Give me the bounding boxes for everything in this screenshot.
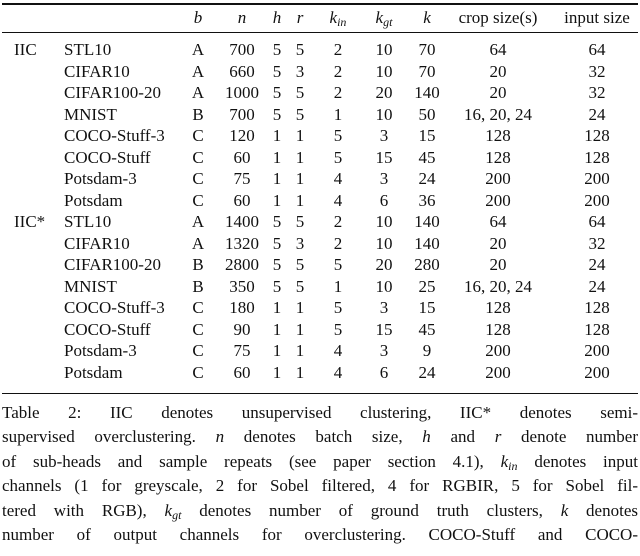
cell-k-in: 2 — [333, 233, 343, 253]
cell-k: 140 — [414, 233, 440, 253]
cell-n: 75 — [233, 341, 251, 360]
cell-input-size: 200 — [584, 169, 610, 188]
top-rule — [2, 3, 638, 5]
cell-h: 5 — [272, 233, 282, 253]
caption-text: denotes batch size, — [224, 427, 423, 447]
cell-r: 1 — [295, 341, 305, 360]
caption-math — [501, 452, 518, 471]
cell-input-size: 128 — [584, 126, 610, 145]
cell-n: 1000 — [225, 83, 259, 102]
cell-n: 2800 — [225, 255, 259, 274]
header-k-gt — [376, 8, 393, 28]
math-symbol: k — [500, 451, 509, 471]
caption-text: and — [430, 427, 495, 447]
cell-r: 5 — [295, 255, 305, 274]
cell-k-in: 4 — [333, 190, 343, 210]
cell-h: 1 — [272, 147, 282, 167]
cell-dataset: CIFAR10 — [64, 233, 130, 253]
cell-crop-size: 20 — [489, 255, 507, 274]
cell-k-in: 5 — [333, 319, 343, 339]
cell-b: C — [192, 126, 204, 145]
cell-crop-size: 200 — [485, 190, 511, 210]
cell-dataset: CIFAR100-20 — [64, 255, 161, 274]
header-crop-size: crop size(s) — [458, 8, 538, 27]
caption-text: denotes number of ground truth clusters, — [181, 500, 561, 520]
cell-dataset: CIFAR10 — [64, 61, 130, 81]
cell-n: 90 — [233, 319, 251, 339]
cell-k-gt: 10 — [375, 104, 393, 124]
cell-b: C — [192, 169, 204, 188]
cell-dataset: Potsdam — [64, 362, 123, 382]
cell-k: 36 — [418, 190, 436, 210]
cell-dataset: COCO-Stuff — [64, 319, 151, 339]
caption-math — [422, 427, 431, 446]
cell-r: 5 — [295, 83, 305, 102]
cell-n: 60 — [233, 190, 251, 210]
cell-dataset: CIFAR100-20 — [64, 83, 161, 102]
cell-dataset: STL10 — [64, 212, 112, 231]
cell-k-gt: 10 — [375, 276, 393, 296]
cell-b: A — [191, 212, 205, 231]
cell-k-in: 2 — [333, 61, 343, 81]
cell-k: 140 — [414, 212, 440, 231]
cell-input-size: 200 — [584, 341, 610, 360]
caption-text: denotes — [568, 500, 638, 520]
cell-k: 45 — [418, 147, 436, 167]
caption-line — [2, 450, 638, 474]
cell-b: A — [191, 40, 205, 59]
cell-r: 1 — [295, 319, 305, 339]
cell-r: 1 — [295, 362, 305, 382]
cell-n: 700 — [229, 40, 255, 59]
math-subscript: gt — [172, 507, 182, 522]
cell-dataset: Potsdam-3 — [64, 169, 137, 188]
cell-n: 60 — [233, 147, 251, 167]
cell-k: 24 — [418, 362, 436, 382]
cell-input-size: 64 — [588, 212, 606, 231]
math-symbol: h — [422, 427, 431, 447]
cell-k-gt: 20 — [375, 83, 393, 102]
cell-input-size: 200 — [584, 362, 610, 382]
cell-k-in: 5 — [333, 255, 343, 274]
cell-r: 1 — [295, 126, 305, 145]
cell-h: 5 — [272, 83, 282, 102]
cell-crop-size: 200 — [485, 169, 511, 188]
cell-b: B — [192, 255, 204, 274]
caption-line — [2, 523, 638, 547]
cell-h: 5 — [272, 61, 282, 81]
cell-b: A — [191, 61, 205, 81]
caption-math — [165, 501, 182, 520]
cell-input-size: 24 — [588, 255, 606, 274]
cell-k-gt: 20 — [375, 255, 393, 274]
cell-k-in: 5 — [333, 298, 343, 317]
cell-input-size: 24 — [588, 104, 606, 124]
math-symbol: n — [215, 427, 225, 447]
cell-b: C — [192, 298, 204, 317]
cell-h: 1 — [272, 126, 282, 145]
cell-h: 5 — [272, 40, 282, 59]
caption-text: denotes input — [517, 451, 638, 471]
cell-k: 25 — [418, 276, 436, 296]
cell-crop-size: 200 — [485, 362, 511, 382]
cell-k-gt: 3 — [379, 298, 389, 317]
cell-k-gt: 6 — [379, 190, 389, 210]
cell-k: 15 — [418, 126, 436, 145]
cell-k-in: 2 — [333, 212, 343, 231]
caption-text: Table 2: IIC denotes unsupervised clustering, IIC* denotes semi- — [2, 403, 638, 422]
cell-n: 75 — [233, 169, 251, 188]
cell-dataset: COCO-Stuff — [64, 147, 151, 167]
cell-k-in: 2 — [333, 83, 343, 102]
cell-dataset: Potsdam — [64, 190, 123, 210]
cell-input-size: 32 — [588, 233, 606, 253]
cell-h: 5 — [272, 276, 282, 296]
cell-k-gt: 3 — [379, 126, 389, 145]
header-k-in-sub: in — [337, 15, 347, 29]
cell-dataset: MNIST — [64, 276, 117, 296]
cell-dataset: STL10 — [64, 40, 112, 59]
cell-r: 5 — [295, 276, 305, 296]
cell-dataset: MNIST — [64, 104, 117, 124]
cell-input-size: 32 — [588, 83, 606, 102]
cell-input-size: 128 — [584, 319, 610, 339]
caption-text: supervised overclustering. — [2, 427, 216, 447]
group-label: IIC* — [14, 212, 46, 231]
bottom-rule — [2, 393, 638, 394]
cell-k: 280 — [414, 255, 440, 274]
cell-crop-size: 128 — [485, 126, 511, 145]
cell-b: C — [192, 190, 204, 210]
cell-n: 1320 — [225, 233, 259, 253]
cell-k: 140 — [414, 83, 440, 102]
header-h: h — [272, 8, 282, 27]
cell-r: 5 — [295, 212, 305, 231]
cell-k-gt: 10 — [375, 61, 393, 81]
cell-h: 5 — [272, 255, 282, 274]
header-input-size: input size — [564, 8, 630, 27]
cell-r: 1 — [295, 147, 305, 167]
cell-r: 3 — [295, 61, 305, 81]
cell-dataset: Potsdam-3 — [64, 341, 137, 360]
cell-n: 180 — [229, 298, 255, 317]
cell-n: 120 — [229, 126, 255, 145]
cell-n: 660 — [229, 61, 255, 81]
cell-crop-size: 20 — [489, 233, 507, 253]
cell-r: 1 — [295, 298, 305, 317]
cell-n: 700 — [229, 104, 255, 124]
cell-b: B — [192, 276, 204, 296]
cell-k-in: 5 — [333, 147, 343, 167]
cell-k: 70 — [418, 61, 436, 81]
cell-k-gt: 10 — [375, 40, 393, 59]
cell-r: 3 — [295, 233, 305, 253]
cell-k-in: 4 — [333, 341, 343, 360]
cell-input-size: 32 — [588, 61, 606, 81]
cell-crop-size: 200 — [485, 341, 511, 360]
cell-k-gt: 6 — [379, 362, 389, 382]
header-k-gt-base: k — [375, 8, 384, 27]
cell-h: 1 — [272, 362, 282, 382]
cell-k-in: 1 — [333, 104, 343, 124]
cell-k: 9 — [422, 341, 432, 360]
cell-k-in: 5 — [333, 126, 343, 145]
cell-n: 1400 — [225, 212, 259, 231]
cell-k: 45 — [418, 319, 436, 339]
cell-r: 5 — [295, 104, 305, 124]
cell-b: C — [192, 147, 204, 167]
header-rule — [2, 32, 638, 33]
cell-r: 5 — [295, 40, 305, 59]
header-n: n — [237, 8, 247, 27]
header-k-gt-sub: gt — [383, 15, 393, 29]
caption-text: of sub-heads and sample repeats (see paper section 4.1), — [2, 451, 501, 471]
cell-crop-size: 16, 20, 24 — [464, 104, 532, 124]
cell-input-size: 64 — [588, 40, 606, 59]
cell-k: 15 — [418, 298, 436, 317]
caption-text: tered with RGB), — [2, 500, 165, 520]
caption-line — [2, 499, 638, 523]
cell-b: C — [192, 319, 204, 339]
group-label: IIC — [14, 40, 37, 59]
cell-r: 1 — [295, 169, 305, 188]
cell-h: 1 — [272, 298, 282, 317]
caption-text: channels (1 for greyscale, 2 for Sobel filtered, 4 for RGBIR, 5 for Sobel fil- — [2, 476, 638, 496]
header-b: b — [193, 8, 203, 27]
cell-k-gt: 3 — [379, 341, 389, 360]
cell-input-size: 128 — [584, 298, 610, 317]
cell-input-size: 200 — [584, 190, 610, 210]
cell-k-in: 1 — [333, 276, 343, 296]
cell-k-in: 2 — [333, 40, 343, 59]
cell-h: 1 — [272, 169, 282, 188]
cell-b: C — [192, 341, 204, 360]
header-r: r — [296, 8, 304, 27]
cell-b: A — [191, 83, 205, 102]
cell-k: 70 — [418, 40, 436, 59]
caption-line — [2, 425, 638, 449]
caption-text: denote number — [501, 427, 638, 447]
caption-math — [216, 427, 225, 446]
cell-k-gt: 10 — [375, 233, 393, 253]
cell-k-gt: 3 — [379, 169, 389, 188]
cell-input-size: 128 — [584, 147, 610, 167]
cell-b: A — [191, 233, 205, 253]
math-symbol: k — [164, 500, 173, 520]
math-symbol: k — [560, 500, 569, 520]
cell-k: 50 — [418, 104, 436, 124]
cell-crop-size: 16, 20, 24 — [464, 276, 532, 296]
caption-line — [2, 401, 638, 425]
cell-h: 5 — [272, 104, 282, 124]
header-k-in-base: k — [329, 8, 338, 27]
math-symbol: r — [494, 427, 502, 447]
cell-crop-size: 20 — [489, 61, 507, 81]
cell-b: B — [192, 104, 204, 124]
cell-crop-size: 64 — [489, 40, 507, 59]
math-subscript: in — [508, 458, 518, 473]
header-k: k — [423, 8, 431, 27]
cell-dataset: COCO-Stuff-3 — [64, 126, 165, 145]
cell-k-gt: 15 — [375, 319, 393, 339]
cell-k-gt: 10 — [375, 212, 393, 231]
cell-crop-size: 64 — [489, 212, 507, 231]
cell-crop-size: 128 — [485, 319, 511, 339]
cell-h: 1 — [272, 341, 282, 360]
cell-input-size: 24 — [588, 276, 606, 296]
cell-crop-size: 20 — [489, 83, 507, 102]
cell-h: 1 — [272, 319, 282, 339]
cell-crop-size: 128 — [485, 147, 511, 167]
cell-h: 5 — [272, 212, 282, 231]
header-k-in — [330, 8, 347, 28]
cell-k: 24 — [418, 169, 436, 188]
caption-text: number of output channels for overclustering. COCO-Stuff and COCO- — [2, 525, 638, 544]
cell-n: 60 — [233, 362, 251, 382]
cell-k-gt: 15 — [375, 147, 393, 167]
cell-k-in: 4 — [333, 169, 343, 188]
caption-line — [2, 474, 638, 498]
cell-crop-size: 128 — [485, 298, 511, 317]
cell-n: 350 — [229, 276, 255, 296]
cell-k-in: 4 — [333, 362, 343, 382]
cell-dataset: COCO-Stuff-3 — [64, 298, 165, 317]
cell-h: 1 — [272, 190, 282, 210]
cell-b: C — [192, 362, 204, 382]
cell-r: 1 — [295, 190, 305, 210]
